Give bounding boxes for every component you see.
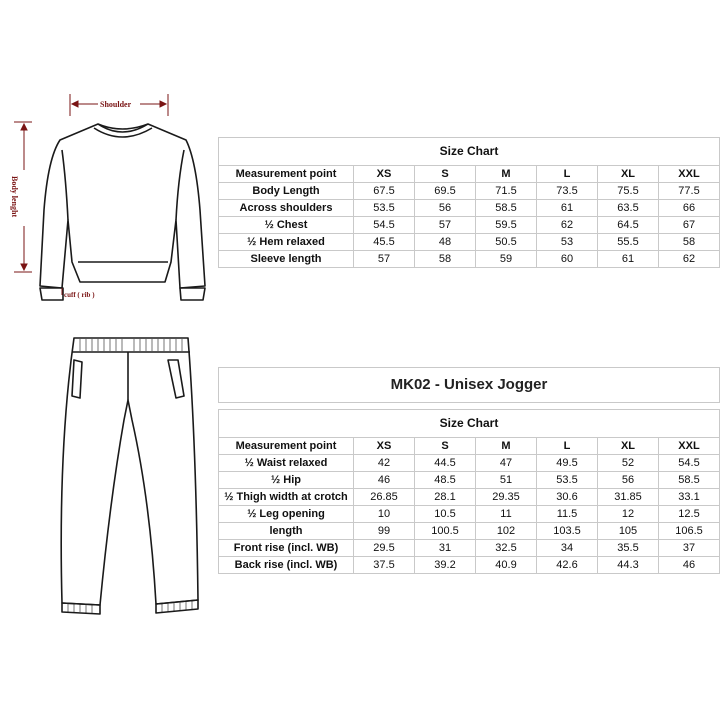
row-label: ½ Thigh width at crotch bbox=[219, 489, 354, 506]
cell-value: 71.5 bbox=[476, 183, 537, 200]
header-measurement-point: Measurement point bbox=[219, 166, 354, 183]
header-size: S bbox=[415, 438, 476, 455]
cell-value: 53 bbox=[537, 234, 598, 251]
cell-value: 54.5 bbox=[354, 217, 415, 234]
cell-value: 60 bbox=[537, 251, 598, 268]
row-label: ½ Waist relaxed bbox=[219, 455, 354, 472]
cell-value: 56 bbox=[415, 200, 476, 217]
cell-value: 37.5 bbox=[354, 557, 415, 574]
cell-value: 34 bbox=[537, 540, 598, 557]
cell-value: 37 bbox=[659, 540, 720, 557]
cell-value: 11 bbox=[476, 506, 537, 523]
row-label: length bbox=[219, 523, 354, 540]
table-row bbox=[219, 523, 720, 540]
header-size: XS bbox=[354, 438, 415, 455]
table-row bbox=[219, 489, 720, 506]
cell-value: 29.5 bbox=[354, 540, 415, 557]
header-size: XXL bbox=[659, 438, 720, 455]
cell-value: 62 bbox=[659, 251, 720, 268]
cuff-label: cuff ( rib ) bbox=[64, 291, 95, 299]
cell-value: 53.5 bbox=[537, 472, 598, 489]
table-row bbox=[219, 251, 720, 268]
table-row bbox=[219, 455, 720, 472]
cell-value: 11.5 bbox=[537, 506, 598, 523]
cell-value: 99 bbox=[354, 523, 415, 540]
cell-value: 69.5 bbox=[415, 183, 476, 200]
size-chart-title: Size Chart bbox=[219, 410, 720, 438]
cell-value: 77.5 bbox=[659, 183, 720, 200]
cell-value: 40.9 bbox=[476, 557, 537, 574]
sweatshirt-size-table bbox=[218, 131, 720, 268]
sweatshirt-drawing bbox=[40, 124, 205, 300]
header-size: S bbox=[415, 166, 476, 183]
cell-value: 42.6 bbox=[537, 557, 598, 574]
cell-value: 66 bbox=[659, 200, 720, 217]
table-row bbox=[219, 540, 720, 557]
row-label: ½ Hip bbox=[219, 472, 354, 489]
table-model-row bbox=[219, 368, 720, 403]
cell-value: 52 bbox=[598, 455, 659, 472]
cell-value: 103.5 bbox=[537, 523, 598, 540]
header-size: XL bbox=[598, 166, 659, 183]
table-top-strip bbox=[219, 403, 720, 410]
table-row bbox=[219, 200, 720, 217]
cell-value: 57 bbox=[354, 251, 415, 268]
model-title: MK02 - Unisex Jogger bbox=[219, 368, 720, 403]
header-size: XXL bbox=[659, 166, 720, 183]
cell-value: 29.35 bbox=[476, 489, 537, 506]
row-label: Front rise (incl. WB) bbox=[219, 540, 354, 557]
cell-value: 102 bbox=[476, 523, 537, 540]
cell-value: 100.5 bbox=[415, 523, 476, 540]
header-size: M bbox=[476, 438, 537, 455]
cell-value: 12 bbox=[598, 506, 659, 523]
table-row bbox=[219, 183, 720, 200]
cell-value: 59 bbox=[476, 251, 537, 268]
row-label: ½ Chest bbox=[219, 217, 354, 234]
table-row bbox=[219, 234, 720, 251]
cell-value: 32.5 bbox=[476, 540, 537, 557]
cell-value: 28.1 bbox=[415, 489, 476, 506]
table-row bbox=[219, 506, 720, 523]
cell-value: 64.5 bbox=[598, 217, 659, 234]
cell-value: 46 bbox=[659, 557, 720, 574]
header-measurement-point: Measurement point bbox=[219, 438, 354, 455]
cell-value: 48 bbox=[415, 234, 476, 251]
cell-value: 67 bbox=[659, 217, 720, 234]
cell-value: 31.85 bbox=[598, 489, 659, 506]
cell-value: 10 bbox=[354, 506, 415, 523]
table-row bbox=[219, 557, 720, 574]
table-row bbox=[219, 217, 720, 234]
cell-value: 44.5 bbox=[415, 455, 476, 472]
size-chart-title: Size Chart bbox=[219, 138, 720, 166]
row-label: Back rise (incl. WB) bbox=[219, 557, 354, 574]
cell-value: 63.5 bbox=[598, 200, 659, 217]
cell-value: 31 bbox=[415, 540, 476, 557]
cell-value: 33.1 bbox=[659, 489, 720, 506]
cell-value: 10.5 bbox=[415, 506, 476, 523]
header-size: L bbox=[537, 166, 598, 183]
cell-value: 58.5 bbox=[476, 200, 537, 217]
cell-value: 45.5 bbox=[354, 234, 415, 251]
shoulder-label: Shoulder bbox=[100, 100, 132, 109]
cell-value: 62 bbox=[537, 217, 598, 234]
cell-value: 56 bbox=[598, 472, 659, 489]
cell-value: 48.5 bbox=[415, 472, 476, 489]
cell-value: 105 bbox=[598, 523, 659, 540]
cell-value: 58 bbox=[659, 234, 720, 251]
cell-value: 42 bbox=[354, 455, 415, 472]
cell-value: 55.5 bbox=[598, 234, 659, 251]
row-label: Body Length bbox=[219, 183, 354, 200]
header-size: M bbox=[476, 166, 537, 183]
cell-value: 30.6 bbox=[537, 489, 598, 506]
cell-value: 26.85 bbox=[354, 489, 415, 506]
cell-value: 46 bbox=[354, 472, 415, 489]
cell-value: 50.5 bbox=[476, 234, 537, 251]
row-label: ½ Leg opening bbox=[219, 506, 354, 523]
cell-value: 75.5 bbox=[598, 183, 659, 200]
cell-value: 61 bbox=[598, 251, 659, 268]
cell-value: 58.5 bbox=[659, 472, 720, 489]
row-label: Across shoulders bbox=[219, 200, 354, 217]
header-size: XS bbox=[354, 166, 415, 183]
cell-value: 47 bbox=[476, 455, 537, 472]
jogger-size-table bbox=[218, 367, 720, 574]
cell-value: 35.5 bbox=[598, 540, 659, 557]
table-header-row bbox=[219, 166, 720, 183]
cell-value: 57 bbox=[415, 217, 476, 234]
cell-value: 73.5 bbox=[537, 183, 598, 200]
cell-value: 51 bbox=[476, 472, 537, 489]
body-length-label: Body lenght bbox=[10, 176, 19, 218]
row-label: Sleeve length bbox=[219, 251, 354, 268]
header-size: L bbox=[537, 438, 598, 455]
cell-value: 44.3 bbox=[598, 557, 659, 574]
table-row bbox=[219, 472, 720, 489]
cell-value: 12.5 bbox=[659, 506, 720, 523]
cell-value: 58 bbox=[415, 251, 476, 268]
header-size: XL bbox=[598, 438, 659, 455]
cell-value: 54.5 bbox=[659, 455, 720, 472]
table-title-row bbox=[219, 410, 720, 438]
cell-value: 59.5 bbox=[476, 217, 537, 234]
waistband-ribbing bbox=[80, 339, 182, 351]
cell-value: 106.5 bbox=[659, 523, 720, 540]
table-header-row bbox=[219, 438, 720, 455]
cell-value: 53.5 bbox=[354, 200, 415, 217]
cell-value: 61 bbox=[537, 200, 598, 217]
cell-value: 49.5 bbox=[537, 455, 598, 472]
table-title-row bbox=[219, 138, 720, 166]
row-label: ½ Hem relaxed bbox=[219, 234, 354, 251]
jogger-drawing bbox=[61, 338, 198, 614]
cell-value: 67.5 bbox=[354, 183, 415, 200]
cell-value: 39.2 bbox=[415, 557, 476, 574]
